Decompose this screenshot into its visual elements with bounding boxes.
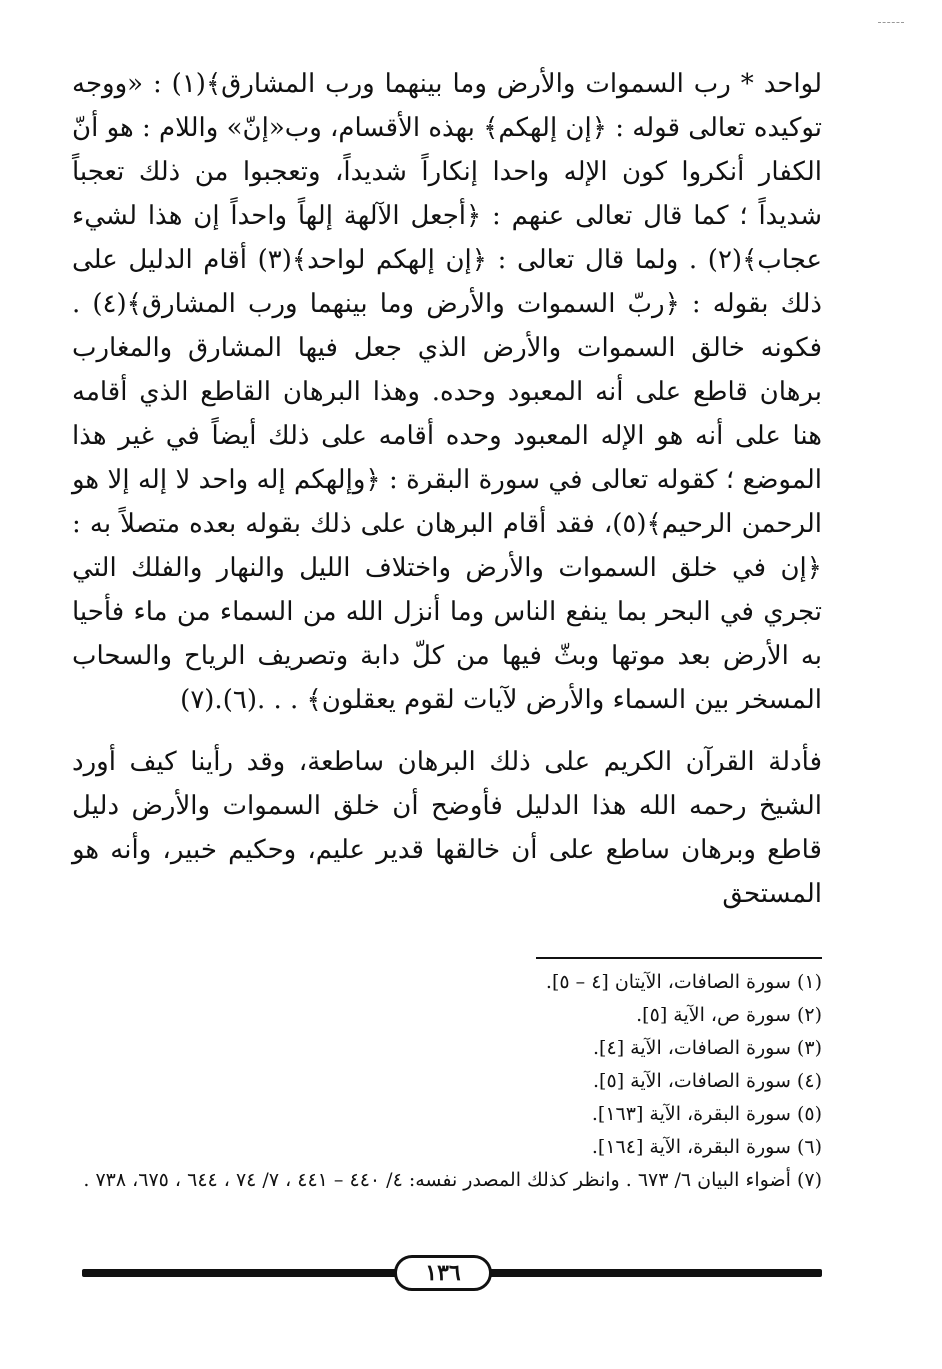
corner-mark bbox=[878, 22, 904, 23]
main-text bbox=[72, 62, 822, 916]
footnote-2: (٢) سورة ص، الآية [٥]. bbox=[636, 1004, 822, 1026]
footnote-5: (٥) سورة البقرة، الآية [١٦٣]. bbox=[591, 1103, 822, 1125]
footnote-1: (١) سورة الصافات، الآيتان [٤ – ٥]. bbox=[545, 971, 822, 993]
paragraph-2: فأدلة القرآن الكريم على ذلك البرهان ساطعة، وقد رأينا كيف أورد الشيخ رحمه الله هذا الدليل فأوضح أن خلق السموات والأرض دليل قاطع وبرهان ساطع على أن خالقها قدير عليم، وحكيم خبير، وأنه هو المستحق bbox=[72, 747, 822, 909]
footnote-separator bbox=[536, 957, 822, 959]
page-body bbox=[72, 62, 822, 916]
footnote-7: (٧) أضواء البيان ٦/ ٦٧٣ . وانظر كذلك المصدر نفسه: ٤/ ٤٤٠ – ٤٤١ ، ٧/ ٧٤ ، ٦٤٤ ، ٦٧٥، ٧٣٨ . bbox=[83, 1169, 822, 1191]
footnotes-list bbox=[72, 966, 822, 1197]
page-number: ١٣٦ bbox=[394, 1255, 492, 1291]
paragraph-1: لواحد * رب السموات والأرض وما بينهما ورب المشارق﴾(١) : «ووجه توكيده تعالى قوله : ﴿إن إلهكم﴾ بهذه الأقسام، وب«إنّ» واللام : هو أنّ الكفار أنكروا كون الإله واحدا إنكاراً شديداً، وتعجبوا من ذلك تعجباً شديداً ؛ كما قال تعالى عنهم : ﴿أجعل الآلهة إلهاً واحداً إن هذا لشيء عجاب﴾(٢) . ولما قال تعالى : ﴿إن إلهكم لواحد﴾(٣) أقام الدليل على ذلك بقوله : ﴿ربّ السموات والأرض وما بينهما ورب المشارق﴾(٤) . فكونه خالق السموات والأرض الذي جعل فيها المشارق والمغارب برهان قاطع على أنه المعبود وحده. وهذا البرهان القاطع الذي أقامه هنا على أنه هو الإله المعبود وحده أقامه على ذلك أيضاً في غير هذا الموضع ؛ كقوله تعالى في سورة البقرة : ﴿وإلهكم إله واحد لا إله إلا هو الرحمن الرحيم﴾(٥)، فقد أقام البرهان على ذلك بقوله بعده متصلاً به : ﴿إن في خلق السموات والأرض واختلاف الليل والنهار والفلك التي تجري في البحر بما ينفع الناس وما أنزل الله من السماء من ماء فأحيا به الأرض بعد موتها وبثّ فيها من كلّ دابة وتصريف الرياح والسحاب المسخر بين السماء والأرض لآيات لقوم يعقلون﴾ . . .(٦).(٧) bbox=[72, 69, 822, 715]
footnote-3: (٣) سورة الصافات، الآية [٤]. bbox=[593, 1037, 822, 1059]
footnote-6: (٦) سورة البقرة، الآية [١٦٤]. bbox=[591, 1136, 822, 1158]
footnote-4: (٤) سورة الصافات، الآية [٥]. bbox=[593, 1070, 822, 1092]
